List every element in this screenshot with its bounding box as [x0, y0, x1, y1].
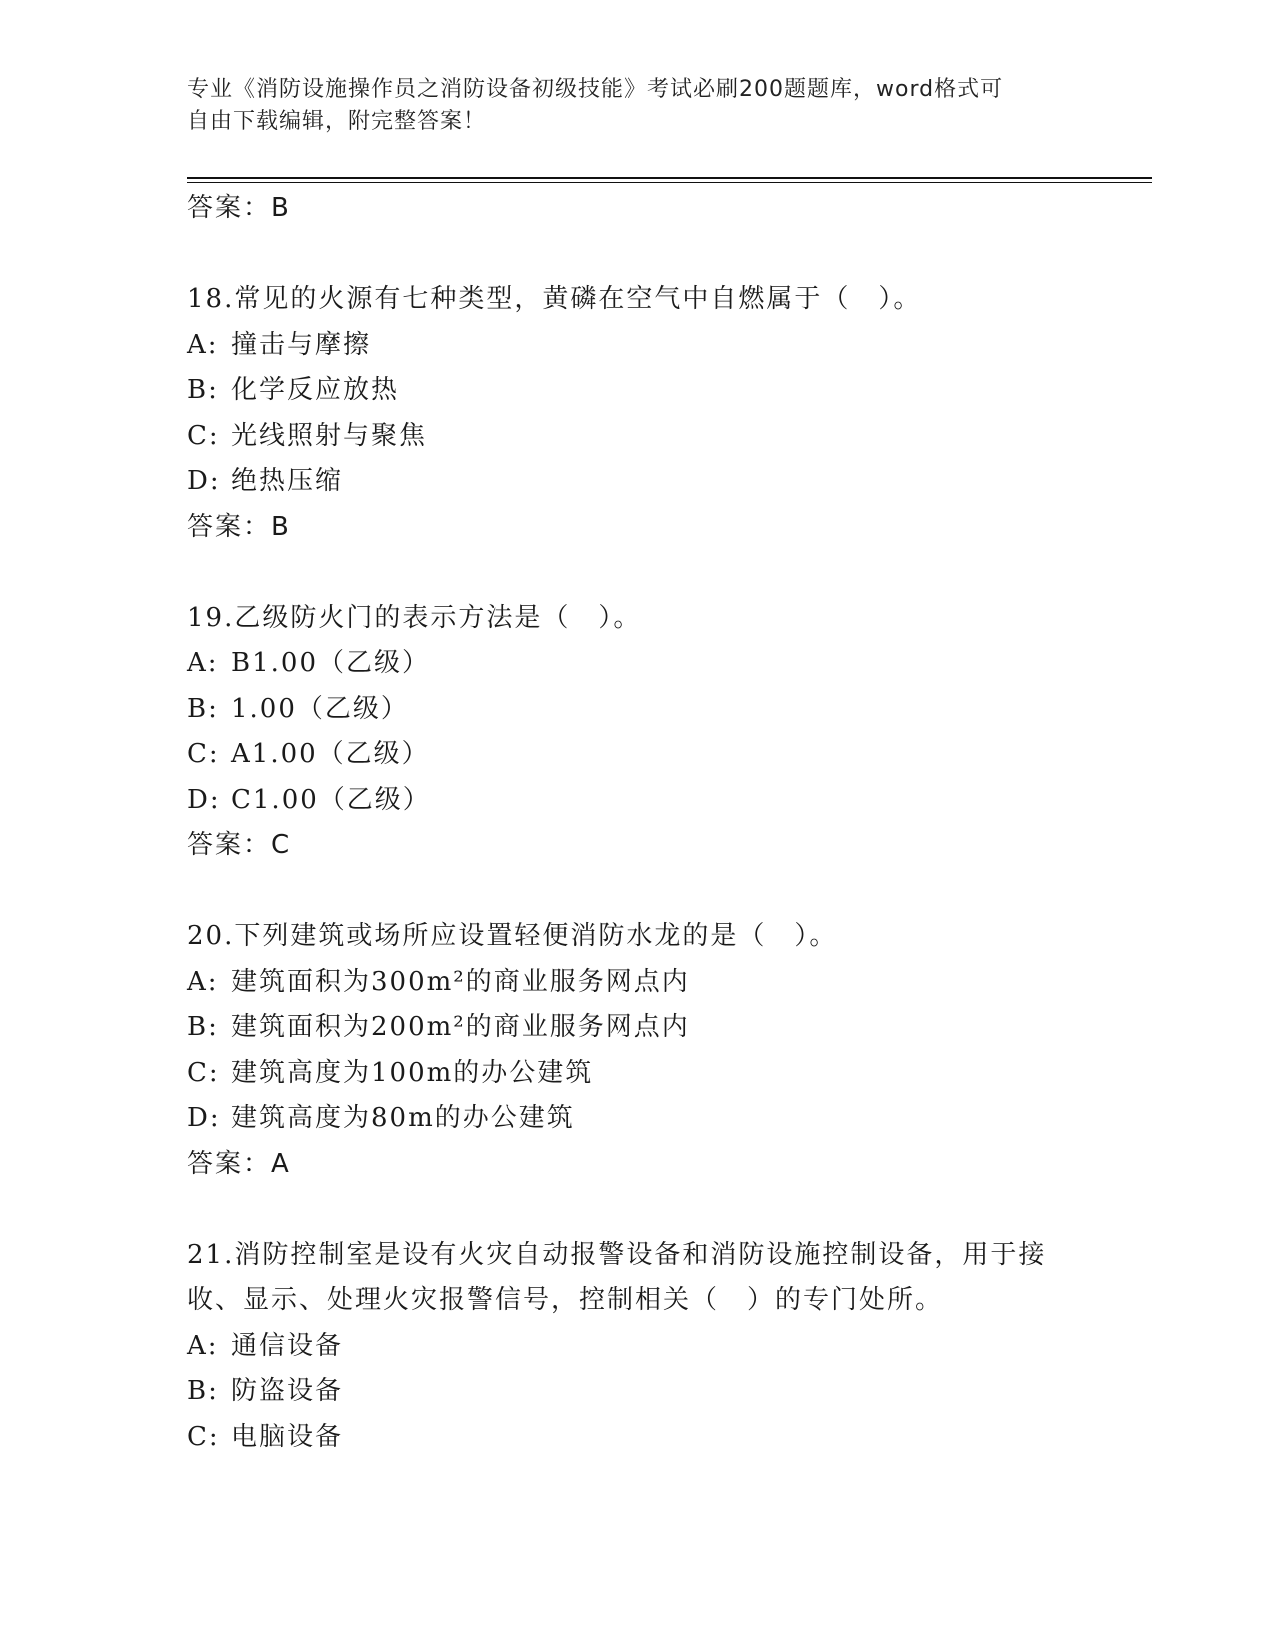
- option-text: A1.00（乙级）: [231, 739, 430, 769]
- option-label: B:: [187, 1376, 219, 1406]
- option-c: [187, 732, 1087, 778]
- question-stem: 21.消防控制室是设有火灾自动报警设备和消防设施控制设备，用于接: [187, 1239, 1047, 1270]
- option-d: [187, 459, 1087, 505]
- option-label: C:: [187, 1421, 220, 1452]
- option-label: C:: [187, 739, 220, 769]
- question-block: [187, 1233, 1087, 1461]
- option-text: 1.00（乙级）: [231, 693, 409, 724]
- option-text: 通信设备: [231, 1330, 344, 1361]
- option-label: B:: [187, 375, 219, 405]
- option-c: [187, 1415, 1087, 1461]
- option-text: 撞击与摩擦: [231, 329, 372, 360]
- answer-line: 答案：C: [187, 830, 292, 860]
- question-stem-continued: 收、显示、处理火灾报警信号，控制相关（ ）的专门处所。: [187, 1285, 944, 1315]
- option-label: D:: [187, 1103, 221, 1133]
- question-list: [187, 186, 1087, 1460]
- option-label: C:: [187, 420, 220, 451]
- option-label: A:: [187, 648, 219, 678]
- spacer: [187, 869, 1087, 915]
- option-text: C1.00（乙级）: [231, 784, 431, 815]
- header-line-1: 专业《消防设施操作员之消防设备初级技能》考试必刷200题题库，word格式可: [187, 77, 1004, 102]
- answer-line: 答案：B: [187, 193, 291, 223]
- option-text: 建筑面积为300m²的商业服务网点内: [231, 966, 690, 997]
- spacer: [187, 232, 1087, 278]
- answer-line: 答案：B: [187, 511, 291, 542]
- option-text: 建筑高度为80m的办公建筑: [231, 1103, 575, 1133]
- option-d: [187, 1096, 1087, 1142]
- question-block: [187, 596, 1087, 869]
- option-label: B:: [187, 693, 219, 724]
- option-label: A:: [187, 1330, 219, 1361]
- option-text: 绝热压缩: [231, 466, 344, 496]
- question-block: [187, 277, 1087, 550]
- spacer: [187, 550, 1087, 596]
- option-text: B1.00（乙级）: [231, 648, 430, 678]
- question-block: [187, 914, 1087, 1187]
- answer-line: 答案：A: [187, 1148, 291, 1179]
- option-label: B:: [187, 1012, 219, 1042]
- option-c: [187, 1051, 1087, 1097]
- option-label: C:: [187, 1057, 220, 1088]
- option-b: [187, 1005, 1087, 1051]
- question-stem: 20.下列建筑或场所应设置轻便消防水龙的是（ ）。: [187, 921, 838, 951]
- option-c: [187, 414, 1087, 460]
- option-a: [187, 960, 1087, 1006]
- header-divider-thick: [187, 177, 1152, 179]
- option-text: 光线照射与聚焦: [231, 420, 428, 451]
- option-b: [187, 687, 1087, 733]
- header-line-2: 自由下载编辑，附完整答案！: [187, 109, 487, 134]
- option-b: [187, 1369, 1087, 1415]
- option-a: [187, 323, 1087, 369]
- option-b: [187, 368, 1087, 414]
- option-d: [187, 778, 1087, 824]
- option-label: D:: [187, 784, 221, 815]
- option-label: A:: [187, 329, 219, 360]
- option-text: 电脑设备: [231, 1421, 344, 1452]
- question-stem: 18.常见的火源有七种类型，黄磷在空气中自燃属于（ ）。: [187, 284, 922, 314]
- header-divider-thin: [187, 182, 1152, 183]
- option-text: 化学反应放热: [231, 375, 400, 405]
- option-text: 防盗设备: [231, 1376, 344, 1406]
- option-a: [187, 641, 1087, 687]
- option-text: 建筑高度为100m的办公建筑: [231, 1057, 594, 1088]
- option-label: D:: [187, 466, 221, 496]
- option-a: [187, 1324, 1087, 1370]
- question-stem: 19.乙级防火门的表示方法是（ ）。: [187, 602, 642, 633]
- option-label: A:: [187, 966, 219, 997]
- option-text: 建筑面积为200m²的商业服务网点内: [231, 1012, 690, 1042]
- document-header: [187, 74, 1067, 138]
- spacer: [187, 1187, 1087, 1233]
